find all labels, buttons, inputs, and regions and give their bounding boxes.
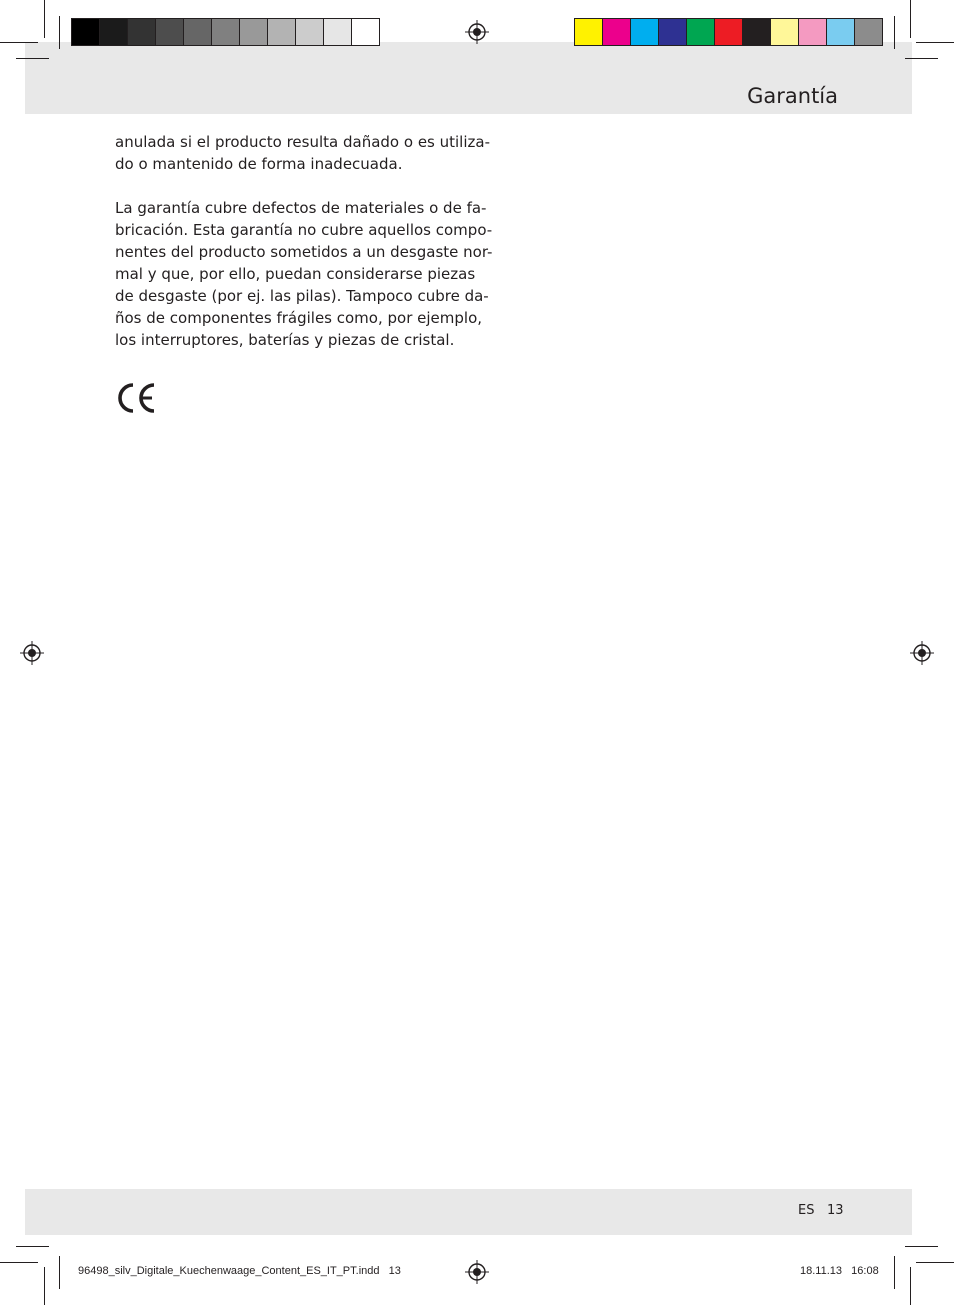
registration-mark-icon (20, 641, 44, 665)
color-swatch (630, 18, 659, 46)
color-swatch (798, 18, 827, 46)
crop-mark (0, 42, 38, 43)
footer-band (25, 1189, 912, 1235)
color-swatch (826, 18, 855, 46)
color-swatch (854, 18, 883, 46)
color-swatch (127, 18, 156, 46)
color-swatch (770, 18, 799, 46)
color-swatch (239, 18, 268, 46)
text-line: mal y que, por ello, puedan considerarse piezas (115, 265, 476, 283)
footer-page-number: 13 (827, 1203, 844, 1218)
slug-date: 18.11.13 16:08 (800, 1265, 879, 1277)
text-line: bricación. Esta garantía no cubre aquellos compo- (115, 221, 493, 239)
text-line: La garantía cubre defectos de materiales o de fa- (115, 199, 487, 217)
color-swatch (155, 18, 184, 46)
color-swatch (574, 18, 603, 46)
crop-mark (59, 16, 60, 49)
crop-mark (0, 1262, 38, 1263)
color-swatch (183, 18, 212, 46)
crop-mark (44, 1267, 45, 1305)
color-swatch (71, 18, 100, 46)
crop-mark (59, 1256, 60, 1289)
registration-mark-icon (465, 20, 489, 44)
crop-mark (910, 0, 911, 38)
page-title: Garantía (747, 84, 838, 108)
color-swatch (211, 18, 240, 46)
text-line: ños de componentes frágiles como, por ejemplo, (115, 309, 483, 327)
crop-mark (916, 1262, 954, 1263)
text-line: los interruptores, baterías y piezas de cristal. (115, 331, 455, 349)
color-swatch (351, 18, 380, 46)
crop-mark (894, 16, 895, 49)
ce-mark-icon (114, 382, 158, 414)
text-line: nentes del producto sometidos a un desgaste nor- (115, 243, 493, 261)
crop-mark (894, 1256, 895, 1289)
text-line: anulada si el producto resulta dañado o es utiliza- (115, 133, 490, 151)
color-swatch (295, 18, 324, 46)
color-swatch (658, 18, 687, 46)
registration-mark-icon (910, 641, 934, 665)
crop-mark (916, 42, 954, 43)
paragraph-1 (115, 131, 490, 175)
color-swatch (602, 18, 631, 46)
registration-mark-icon (465, 1260, 489, 1284)
text-line: do o mantenido de forma inadecuada. (115, 155, 403, 173)
crop-mark (44, 0, 45, 38)
footer-language: ES (798, 1203, 815, 1218)
color-swatch (742, 18, 771, 46)
crop-mark (910, 1267, 911, 1305)
crop-mark (905, 58, 938, 59)
color-swatch (323, 18, 352, 46)
color-swatch (267, 18, 296, 46)
paragraph-2 (115, 197, 493, 351)
color-swatch (714, 18, 743, 46)
color-swatch (686, 18, 715, 46)
crop-mark (905, 1246, 938, 1247)
slug-filename: 96498_silv_Digitale_Kuechenwaage_Content_ES_IT_PT.indd 13 (78, 1265, 401, 1277)
color-swatch (99, 18, 128, 46)
crop-mark (16, 58, 49, 59)
crop-mark (16, 1246, 49, 1247)
text-line: de desgaste (por ej. las pilas). Tampoco cubre da- (115, 287, 489, 305)
